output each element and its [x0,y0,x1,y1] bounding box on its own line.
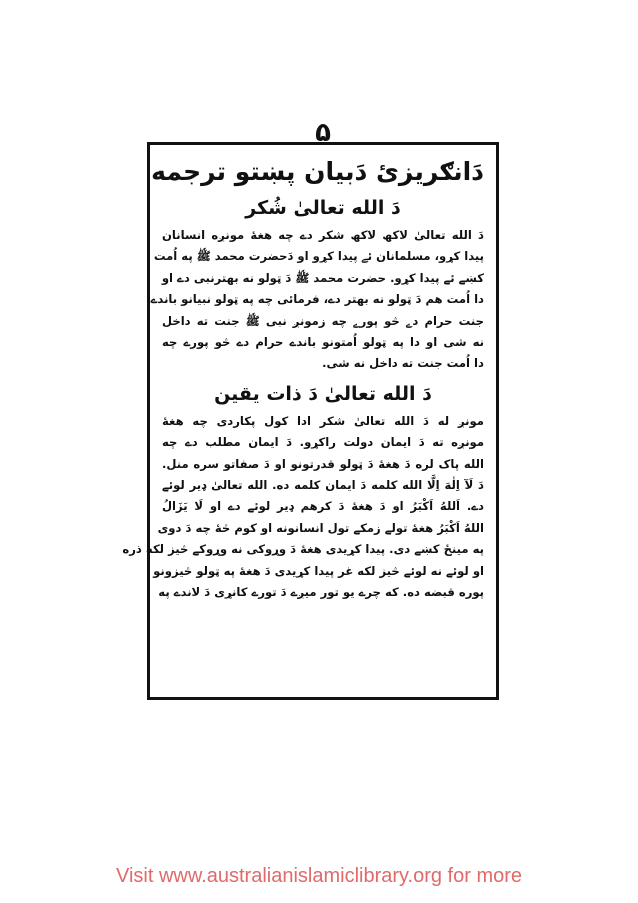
text-line: نه شی او دا په ټولو اُمتونو باندے حرام دے څو پورے چه [162,335,484,350]
text-line: کښے ئے پیدا کړو. حضرت محمد ﷺ دَ ټولو نه بهترنبی دے او [161,270,484,285]
footer-link[interactable]: Visit www.australianislamiclibrary.org for more [115,865,523,887]
text-line: مونږ له دَ الله تعالیٰ شکر ادا کول پکاردی چه هغهٔ [162,413,484,428]
text-line: دے. اَللهُ اَکْبَرُ او دَ هغهٔ دَ کرهم ډیر لوئے دے او لَا یَزَالُ [162,499,484,514]
text-line: جنت حرام دے څو پورے چه زمونږ نبی ﷺ جنت ته داخل [162,313,484,328]
text-line: دا اُمت جنت ته داخل نه شی. [322,356,484,371]
text-line: دَ لَآ اِلٰهَ اِلَّا الله کلمه دَ ایمان کلمه ده. الله تعالیٰ ډیر لوئے [162,478,484,493]
page-frame [122,142,499,700]
page-title: دَانګریزیٔ دَبیان پښتو ترجمه [151,157,484,186]
text-line: دَ الله تعالیٰ لاکھ لاکھ شکر دے چه هغهٔ مونږه انسانان [162,228,484,242]
text-line: او لوئے نه لوئے څیز لکه غر پیدا کړیدی دَ هغهٔ په ټولو څیزونو [153,563,484,578]
text-line: دا اُمت هم دَ ټولو نه بهتر دے، فرمائی چه په ټولو نبیانو باندے [150,292,484,307]
text-line: پیدا کړو، مسلمانان ئے پیدا کړو او دَحضرت محمد ﷺ په اُمت [153,249,484,264]
text-line: په مینځ کښے دی. پیدا کړیدی هغهٔ دَ وړوکی نه وړوکے څیز لکه ذره [122,542,484,557]
section-heading-faith: دَ الله تعالیٰ دَ ذات یقین [214,382,432,405]
section-faith-text [122,411,484,604]
text-line: پوره قبضه ده. که چرے یو تور میږے دَ تورے کانړی دَ لاندے په [158,585,484,600]
text-line: اللهُ اَکْبَرُ هغهٔ تولے زمکے تول انسانونه او کوم څهٔ چه دَ دوی [157,520,484,535]
page-number: ۵ [315,118,331,148]
section-heading-gratitude: دَ الله تعالیٰ شُکر [245,197,401,219]
text-line: مونږه ته دَ ایمان دولت راکړو. دَ ایمان مطلب دے چه [162,435,484,450]
text-line: الله پاک لره دَ هغهٔ دَ ټولو قدرتونو او دَ صفاتو سره منل. [162,456,484,471]
section-gratitude-text [150,225,484,375]
